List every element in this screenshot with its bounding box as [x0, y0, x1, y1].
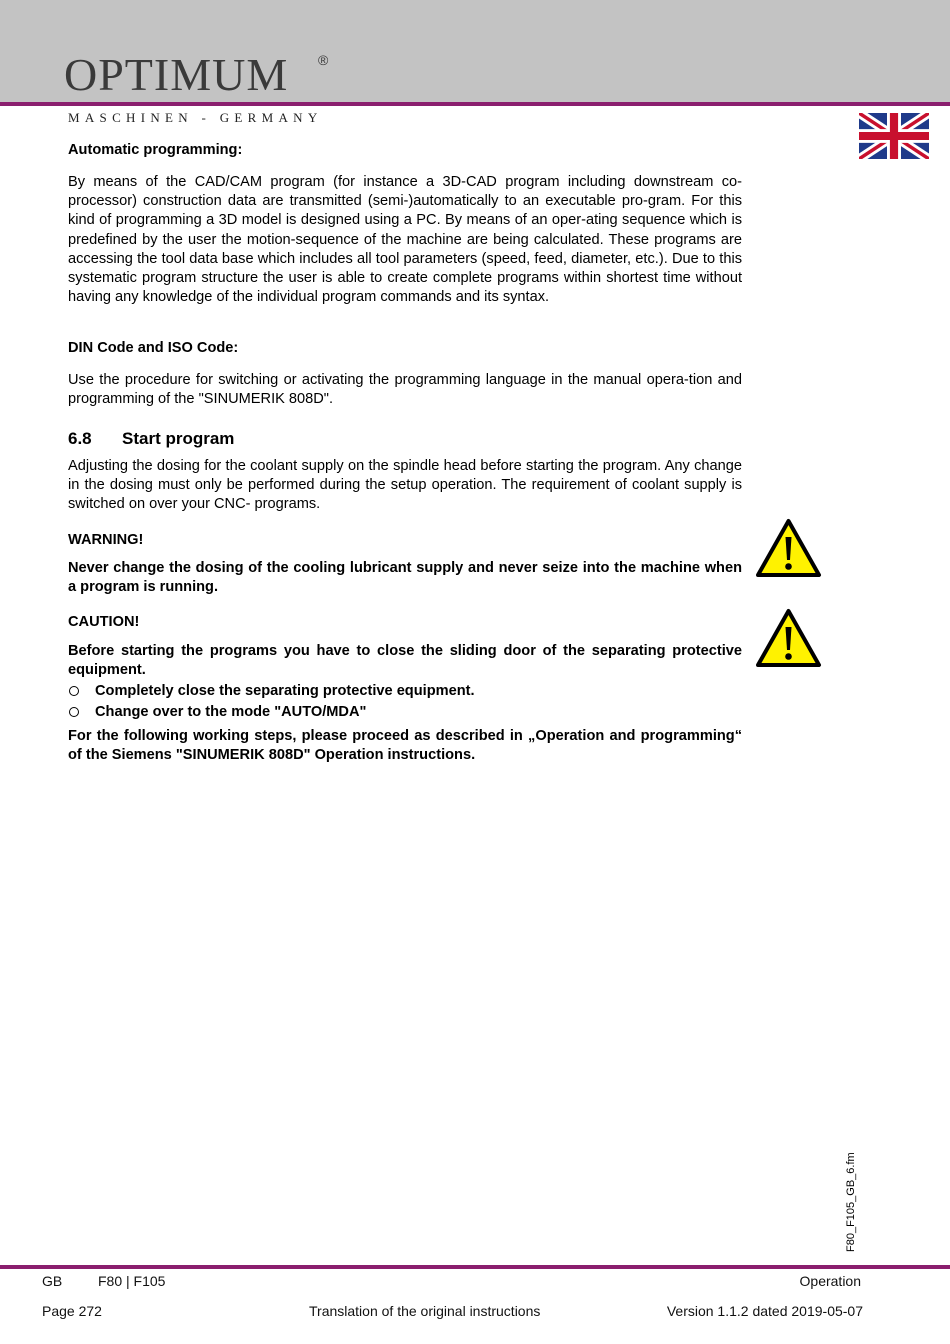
footer-version: Version 1.1.2 dated 2019-05-07: [666, 1303, 863, 1319]
list-item: Change over to the mode "AUTO/MDA": [68, 703, 742, 722]
din-iso-heading: DIN Code and ISO Code:: [68, 340, 239, 356]
bullet-circle-icon: [69, 707, 79, 717]
section-heading: [68, 429, 234, 449]
auto-programming-paragraph: By means of the CAD/CAM program (for instance a 3D-CAD program including downstream co-processor) construction data are transmitted (semi-)automatically to an executable pro-gram. For this kind of programming a 3D model is designed using a PC. By means of an oper-ating sequence which is predefined by the user the motion-sequence of the machine are being calculated. These programs are accessing the tool data base which includes all tool parameters (speed, feed, diameter, etc.). Due to this systematic program structure the user is able to create complete programs within shortest time without having any knowledge of the individual program commands and its syntax.: [68, 174, 742, 306]
final-paragraph: For the following working steps, please proceed as described in „Operation and programming“ of the Siemens "SINUMERIK 808D" Operation instructions.: [68, 728, 742, 764]
bullet-circle-icon: [69, 686, 79, 696]
section-title: Start program: [122, 429, 235, 448]
footer-translation-note: Translation of the original instructions: [309, 1303, 541, 1319]
section-number: 6.8: [68, 429, 92, 448]
list-item: Completely close the separating protective equipment.: [68, 682, 742, 701]
caution-label: CAUTION!: [68, 614, 140, 630]
footer-language: GB: [42, 1273, 63, 1289]
footer-page-number: Page 272: [42, 1303, 102, 1319]
logo-registered-mark: ®: [318, 52, 329, 68]
caution-text: Before starting the programs you have to close the sliding door of the separating protective equipment.: [68, 643, 742, 679]
din-iso-paragraph: Use the procedure for switching or activating the programming language in the manual opera-tion and programming of the "SINUMERIK 808D".: [68, 372, 742, 408]
footer-chapter: Operation: [799, 1273, 861, 1289]
logo-wordmark: OPTIMUM: [64, 49, 289, 100]
start-program-paragraph: Adjusting the dosing for the coolant supply on the spindle head before starting the program. Any change in the dosing must only be performed during the setup operation. The requirement of coolant supply is switched on over your CNC- programs.: [68, 458, 742, 513]
footer-rule: [0, 1265, 950, 1269]
uk-flag-icon: [859, 113, 929, 159]
warning-triangle-icon: [755, 518, 822, 578]
side-file-label: F80_F105_GB_6.fm: [845, 1152, 857, 1252]
logo-subtitle: MASCHINEN - GERMANY: [68, 110, 323, 125]
header-rule: [0, 102, 950, 106]
warning-triangle-icon: [755, 608, 822, 668]
auto-programming-heading: Automatic programming:: [68, 142, 243, 158]
warning-text: Never change the dosing of the cooling lubricant supply and never seize into the machine when a program is running.: [68, 560, 742, 596]
footer-models: F80 | F105: [98, 1273, 166, 1289]
warning-label: WARNING!: [68, 532, 144, 548]
